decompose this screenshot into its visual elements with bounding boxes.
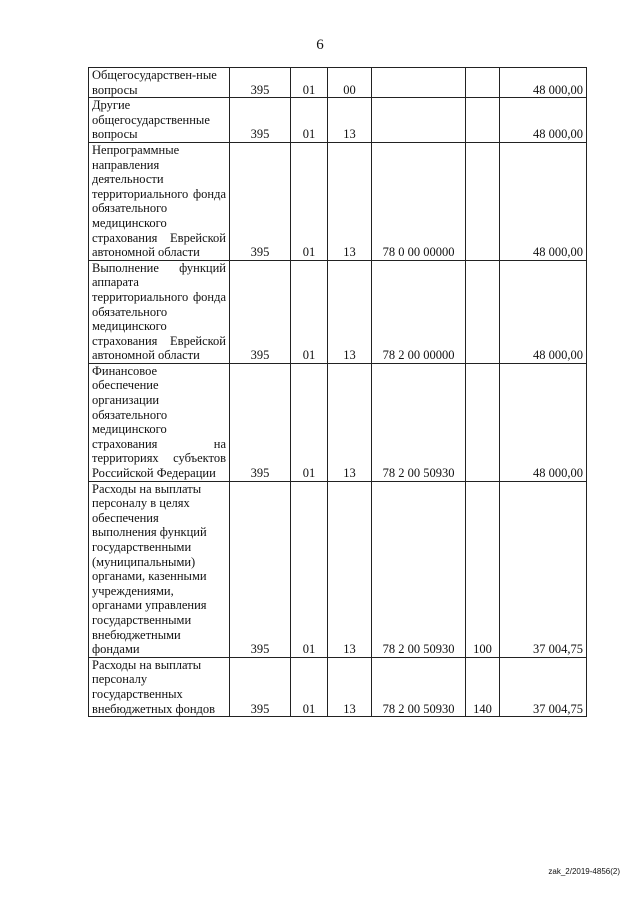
row-gr: 395 xyxy=(230,142,291,260)
row-pr: 00 xyxy=(328,68,372,98)
row-pr: 13 xyxy=(328,481,372,657)
row-gr: 395 xyxy=(230,657,291,716)
row-name: Непрограммные направления деятельности территориального фонда обязательного медицинского страхования Еврейской автономной области xyxy=(89,142,230,260)
row-rz: 01 xyxy=(291,363,328,481)
page-number: 6 xyxy=(316,37,324,53)
row-name: Другие общегосударственные вопросы xyxy=(89,98,230,143)
table-row xyxy=(89,260,587,363)
row-vr xyxy=(466,363,500,481)
row-pr: 13 xyxy=(328,142,372,260)
row-vr xyxy=(466,98,500,143)
row-name: Расходы на выплаты персоналу государственных внебюджетных фондов xyxy=(89,657,230,716)
row-rz: 01 xyxy=(291,481,328,657)
row-pr: 13 xyxy=(328,363,372,481)
row-csr: 78 2 00 50930 xyxy=(372,363,466,481)
row-rz: 01 xyxy=(291,657,328,716)
row-csr: 78 2 00 50930 xyxy=(372,657,466,716)
row-sum: 37 004,75 xyxy=(500,481,587,657)
row-gr: 395 xyxy=(230,68,291,98)
row-csr xyxy=(372,98,466,143)
row-csr xyxy=(372,68,466,98)
row-rz: 01 xyxy=(291,260,328,363)
row-gr: 395 xyxy=(230,98,291,143)
row-sum: 48 000,00 xyxy=(500,98,587,143)
row-sum: 48 000,00 xyxy=(500,142,587,260)
row-csr: 78 2 00 00000 xyxy=(372,260,466,363)
row-csr: 78 2 00 50930 xyxy=(372,481,466,657)
table-row xyxy=(89,98,587,143)
table-row xyxy=(89,142,587,260)
row-rz: 01 xyxy=(291,98,328,143)
row-vr xyxy=(466,260,500,363)
row-csr: 78 0 00 00000 xyxy=(372,142,466,260)
table-row xyxy=(89,481,587,657)
row-sum: 48 000,00 xyxy=(500,68,587,98)
table-row xyxy=(89,657,587,716)
row-rz: 01 xyxy=(291,142,328,260)
row-name: Выполнение функций аппарата территориального фонда обязательного медицинского страхования Еврейской автономной области xyxy=(89,260,230,363)
table-row xyxy=(89,363,587,481)
row-name: Финансовое обеспечение организации обязательного медицинского страхования на территориях субъектов Российской Федерации xyxy=(89,363,230,481)
row-pr: 13 xyxy=(328,98,372,143)
row-vr: 100 xyxy=(466,481,500,657)
row-pr: 13 xyxy=(328,260,372,363)
budget-table xyxy=(88,67,587,717)
row-vr xyxy=(466,142,500,260)
document-code: zak_2/2019-4856(2) xyxy=(548,867,620,876)
row-sum: 48 000,00 xyxy=(500,363,587,481)
table-row xyxy=(89,68,587,98)
row-name: Расходы на выплаты персоналу в целях обеспечения выполнения функций государственными (муниципальными) органами, казенными учреждениями, органами управления государственными внебюджетными фондами xyxy=(89,481,230,657)
row-gr: 395 xyxy=(230,481,291,657)
row-gr: 395 xyxy=(230,363,291,481)
row-vr: 140 xyxy=(466,657,500,716)
row-sum: 37 004,75 xyxy=(500,657,587,716)
row-sum: 48 000,00 xyxy=(500,260,587,363)
row-vr xyxy=(466,68,500,98)
row-rz: 01 xyxy=(291,68,328,98)
row-name: Общегосударствен-ные вопросы xyxy=(89,68,230,98)
row-gr: 395 xyxy=(230,260,291,363)
row-pr: 13 xyxy=(328,657,372,716)
